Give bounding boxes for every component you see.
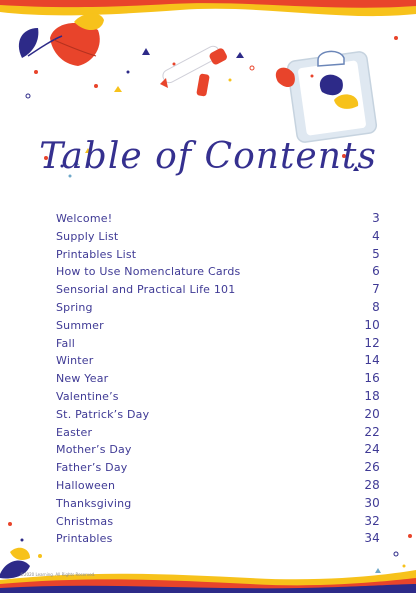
toc-entry-page-number: 4 (372, 228, 380, 243)
toc-entry-page-number: 30 (364, 495, 380, 510)
toc-entry[interactable] (56, 353, 380, 371)
toc-entry[interactable] (56, 300, 380, 318)
toc-entry[interactable] (56, 318, 380, 336)
toc-entry-label: Mother’s Day (56, 443, 132, 457)
toc-entry[interactable] (56, 229, 380, 247)
toc-entry-label: Valentine’s (56, 389, 119, 403)
toc-entry-page-number: 6 (372, 264, 380, 279)
toc-entry[interactable] (56, 514, 380, 532)
toc-entry-label: St. Patrick’s Day (56, 407, 150, 421)
toc-entry-page-number: 12 (364, 335, 380, 350)
clipboard-illustration (276, 51, 377, 143)
toc-entry[interactable] (56, 442, 380, 460)
toc-entry-page-number: 18 (364, 388, 380, 403)
toc-entry-label: Fall (56, 336, 75, 350)
toc-entry[interactable] (56, 531, 380, 549)
toc-entry[interactable] (56, 336, 380, 354)
toc-entry[interactable] (56, 478, 380, 496)
toc-entry-page-number: 5 (372, 246, 380, 261)
toc-entry[interactable] (56, 496, 380, 514)
toc-entry-label: Halloween (56, 478, 116, 492)
toc-entry-page-number: 16 (364, 371, 380, 386)
toc-entry-page-number: 10 (364, 317, 380, 332)
toc-entry-label: Summer (56, 318, 104, 332)
toc-entry[interactable] (56, 407, 380, 425)
toc-entry[interactable] (56, 247, 380, 265)
toc-entry-page-number: 14 (364, 353, 380, 368)
toc-entry-page-number: 7 (372, 282, 380, 297)
toc-entry-label: Printables List (56, 247, 137, 261)
toc-entry[interactable] (56, 425, 380, 443)
toc-entry-label: New Year (56, 372, 109, 386)
toc-entry[interactable] (56, 460, 380, 478)
toc-entry-label: Supply List (56, 229, 119, 243)
toc-entry[interactable] (56, 264, 380, 282)
toc-entry-label: Thanksgiving (56, 496, 132, 510)
toc-entry-page-number: 28 (364, 477, 380, 492)
page-title: Table of Contents (39, 136, 377, 177)
toc-entry-label: How to Use Nomenclature Cards (56, 265, 241, 279)
toc-entry-label: Spring (56, 300, 93, 314)
toc-entry-page-number: 26 (364, 460, 380, 475)
toc-entry-page-number: 3 (372, 211, 380, 225)
toc-entry-page-number: 32 (364, 513, 380, 528)
toc-entry-label: Easter (56, 425, 93, 439)
confetti-bottom-right (375, 534, 412, 573)
toc-entry-page-number: 34 (364, 531, 380, 546)
table-of-contents (56, 211, 380, 549)
toc-entry[interactable] (56, 282, 380, 300)
toc-entry[interactable] (56, 211, 380, 229)
toc-entry-label: Winter (56, 354, 94, 368)
toc-entry-label: Sensorial and Practical Life 101 (56, 283, 236, 297)
toc-entry-label: Printables (56, 532, 113, 546)
toc-entry-page-number: 8 (372, 299, 380, 314)
toc-entry-page-number: 20 (364, 406, 380, 421)
toc-entry-label: Father’s Day (56, 461, 128, 475)
marker-illustration (160, 44, 228, 97)
toc-entry-label: Welcome! (56, 212, 113, 225)
leaf-cluster-bottom-left (0, 522, 42, 579)
leaf-cluster-top-left (19, 13, 104, 66)
toc-entry[interactable] (56, 389, 380, 407)
copyright-footer: ©2020 Learning. All Rights Reserved. (20, 572, 96, 577)
toc-entry-page-number: 24 (364, 442, 380, 457)
toc-entry-label: Christmas (56, 514, 114, 528)
toc-entry-page-number: 22 (364, 424, 380, 439)
toc-entry[interactable] (56, 371, 380, 389)
